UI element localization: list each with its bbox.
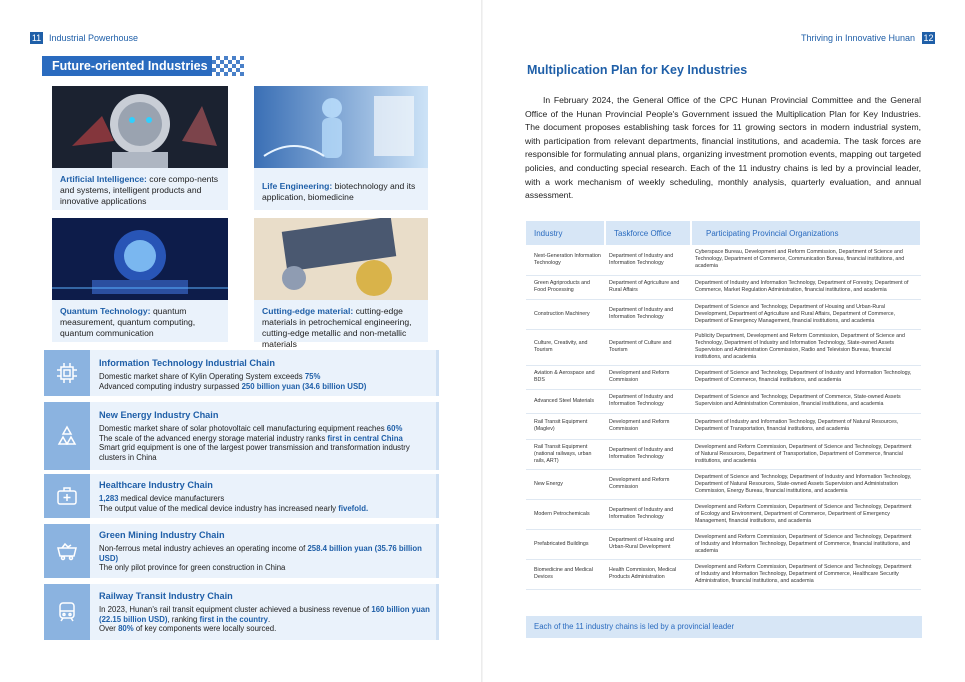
card-ai [52, 86, 228, 210]
cell-industry: Culture, Creativity, and Tourism [526, 329, 605, 365]
header-organizations: Participating Provincial Organizations [691, 221, 921, 245]
cell-industry: Construction Machinery [526, 299, 605, 329]
cell-industry: Prefabricated Buildings [526, 529, 605, 559]
train-icon [44, 584, 90, 640]
table-header-row [526, 221, 921, 245]
cell-office: Development and Reform Commission [605, 469, 691, 499]
cell-office: Development and Reform Commission [605, 413, 691, 439]
cell-office: Department of Industry and Information Technology [605, 245, 691, 275]
chain-new-energy [44, 402, 439, 470]
intro-paragraph: In February 2024, the General Office of the CPC Hunan Provincial Committee and the General Office of the Hunan Provincial People's Government issued the Multiplication Plan for Key Industries. The document proposes establishing task forces for 11 growing sectors in modern industrial system, with participation from relevant departments, financial institutions, and academia. The task forces are responsible for formulating annual plans, organizing investment promotion events, mapping out targeted policies, and conducting special research. Each of the 11 industry chains is led by a provincial leader, with a work mechanism of weekly scheduling, monthly analysis, quarterly evaluation, and annual assessment. [525, 95, 921, 201]
card-term: Artificial Intelligence: [60, 174, 147, 184]
ai-image [52, 86, 228, 168]
table-row [526, 275, 921, 299]
cell-industry: Aviation & Aerospace and BDS [526, 365, 605, 389]
running-head: Industrial Powerhouse [49, 33, 139, 43]
medical-kit-icon [44, 474, 90, 518]
table-row [526, 329, 921, 365]
cell-industry: Modern Petrochemicals [526, 499, 605, 529]
cell-organizations: Publicity Department, Development and Reform Commission, Department of Science and Technology, Department of Industry and Information Technology, State-owned Assets Supervision and Administration Commission, Radio and Television Bureau, financial institutions, and academia [691, 329, 921, 365]
section-title: Future-oriented Industries [42, 56, 212, 76]
page-number: 11 [31, 33, 42, 43]
table-row [526, 469, 921, 499]
cell-organizations: Development and Reform Commission, Department of Science and Technology, Department of Industry and Information Technology, Department of Commerce, Healthcare Security Administration, financial institutions, and academia [691, 559, 921, 589]
cell-organizations: Department of Industry and Information Technology, Department of Natural Resources, Department of Transportation, financial institutions, and academia [691, 413, 921, 439]
cell-organizations: Department of Science and Technology, Department of Commerce, State-owned Assets Supervision and Administration Commission, financial institutions, and academia [691, 389, 921, 413]
page-title: Multiplication Plan for Key Industries [527, 63, 748, 77]
recycle-icon [44, 402, 90, 470]
chain-body: Non-ferrous metal industry achieves an operating income of 258.4 billion yuan (35.76 billion USD) The only pilot province for green construction in China [99, 544, 422, 573]
cell-organizations: Department of Science and Technology, Department of Industry and Information Technology, Department of Natural Resources, State-owned Assets Supervision and Administration Commission, Energy Bureau, financial institutions, and academia [691, 469, 921, 499]
card-caption [262, 181, 422, 203]
cell-organizations: Cyberspace Bureau, Development and Reform Commission, Department of Science and Technology, Department of Commerce, Communication Bureau, financial institutions, and academia [691, 245, 921, 275]
cell-office: Department of Industry and Information Technology [605, 299, 691, 329]
chip-icon [44, 350, 90, 396]
card-caption [262, 306, 422, 350]
cell-office: Department of Industry and Information Technology [605, 499, 691, 529]
cell-organizations: Development and Reform Commission, Department of Science and Technology, Department of Industry and Information Technology, Department of Commerce, financial institutions, and academia [691, 529, 921, 559]
cell-organizations: Development and Reform Commission, Department of Science and Technology, Department of Ecology and Environment, Department of Commerce, Department of Emergency Management, financial institutions, and academia [691, 499, 921, 529]
header-industry: Industry [526, 221, 605, 245]
table-footer: Each of the 11 industry chains is led by a provincial leader [526, 616, 922, 638]
table-body [526, 245, 921, 589]
chain-title: New Energy Industry Chain [99, 410, 219, 420]
table-row [526, 245, 921, 275]
chain-title: Green Mining Industry Chain [99, 530, 225, 540]
table-row [526, 559, 921, 589]
quantum-image [52, 218, 228, 300]
cell-office: Department of Industry and Information Technology [605, 389, 691, 413]
table-row [526, 389, 921, 413]
table-row [526, 365, 921, 389]
card-term: Quantum Technology: [60, 306, 151, 316]
page-number: 12 [923, 33, 934, 43]
card-caption [60, 174, 222, 207]
cell-organizations: Department of Science and Technology, Department of Industry and Information Technology, Department of Commerce, financial institutions, and academia [691, 365, 921, 389]
chain-railway [44, 584, 439, 640]
card-term: Life Engineering: [262, 181, 333, 191]
cell-organizations: Department of Industry and Information Technology, Department of Forestry, Department of Commerce, Market Regulation Administration, financial institutions, and academia [691, 275, 921, 299]
chain-title: Railway Transit Industry Chain [99, 591, 233, 601]
industries-table [526, 221, 922, 590]
card-quantum [52, 218, 228, 342]
table-row [526, 299, 921, 329]
card-caption [60, 306, 222, 339]
cell-office: Department of Industry and Information Technology [605, 439, 691, 469]
chain-green-mining [44, 524, 439, 578]
card-material [254, 218, 428, 349]
chain-title: Healthcare Industry Chain [99, 480, 213, 490]
card-life [254, 86, 428, 210]
chain-body: Domestic market share of solar photovoltaic cell manufacturing equipment reaches 60% The scale of the advanced energy storage material industry ranks first in central China Smart grid equipment is one of the largest power transmission and transformation industry clusters in China [99, 424, 410, 462]
card-text: quantum measurement, quantum computing, quantum communication [60, 306, 196, 338]
chain-body: 1,283 medical device manufacturers The output value of the medical device industry has increased nearly fivefold. [99, 494, 369, 513]
table-row [526, 439, 921, 469]
chain-body: Domestic market share of Kylin Operating System exceeds 75% Advanced computing industry surpassed 250 billion yuan (34.6 billion USD) [99, 372, 367, 391]
material-image [254, 218, 428, 300]
card-term: Cutting-edge material: [262, 306, 354, 316]
cell-organizations: Development and Reform Commission, Department of Science and Technology, Department of Natural Resources, Department of Transportation, Department of Commerce, financial institutions, and academia [691, 439, 921, 469]
chain-title: Information Technology Industrial Chain [99, 358, 275, 368]
cell-industry: Biomedicine and Medical Devices [526, 559, 605, 589]
cell-office: Development and Reform Commission [605, 365, 691, 389]
cell-office: Department of Housing and Urban-Rural Development [605, 529, 691, 559]
checker-decoration [212, 56, 244, 76]
running-head: Thriving in Innovative Hunan [801, 33, 916, 43]
cell-industry: Rail Transit Equipment (Maglev) [526, 413, 605, 439]
table-row [526, 499, 921, 529]
left-page [0, 0, 482, 682]
cell-organizations: Department of Science and Technology, Department of Housing and Urban-Rural Development, Department of Agriculture and Rural Affairs, Department of Commerce, Department of Emergency Management, financial institutions, and academia [691, 299, 921, 329]
mining-cart-icon [44, 524, 90, 578]
chain-healthcare [44, 474, 439, 518]
card-text: core compo-nents and systems, intelligent products and innovative applications [60, 174, 219, 206]
cell-office: Department of Culture and Tourism [605, 329, 691, 365]
life-image [254, 86, 428, 168]
cell-industry: Green Agriproducts and Food Processing [526, 275, 605, 299]
table-row [526, 529, 921, 559]
card-text: biotechnology and its application, biomedicine [262, 181, 416, 202]
chain-it [44, 350, 439, 396]
cell-industry: New Energy [526, 469, 605, 499]
chain-body: In 2023, Hunan's rail transit equipment cluster achieved a business revenue of 160 billion yuan (22.15 billion USD), ranking first in the country. Over 80% of key components were locally sourced. [99, 605, 430, 634]
header-office: Taskforce Office [605, 221, 691, 245]
table-row [526, 413, 921, 439]
right-page [483, 0, 965, 682]
cell-industry: Rail Transit Equipment (national railways, urban rails, ART) [526, 439, 605, 469]
cell-industry: Next-Generation Information Technology [526, 245, 605, 275]
cell-office: Health Commission, Medical Products Administration [605, 559, 691, 589]
card-text: cutting-edge materials in petrochemical engineering, cutting-edge metallic and non-metallic materials [262, 306, 412, 349]
cell-office: Department of Agriculture and Rural Affairs [605, 275, 691, 299]
cell-industry: Advanced Steel Materials [526, 389, 605, 413]
